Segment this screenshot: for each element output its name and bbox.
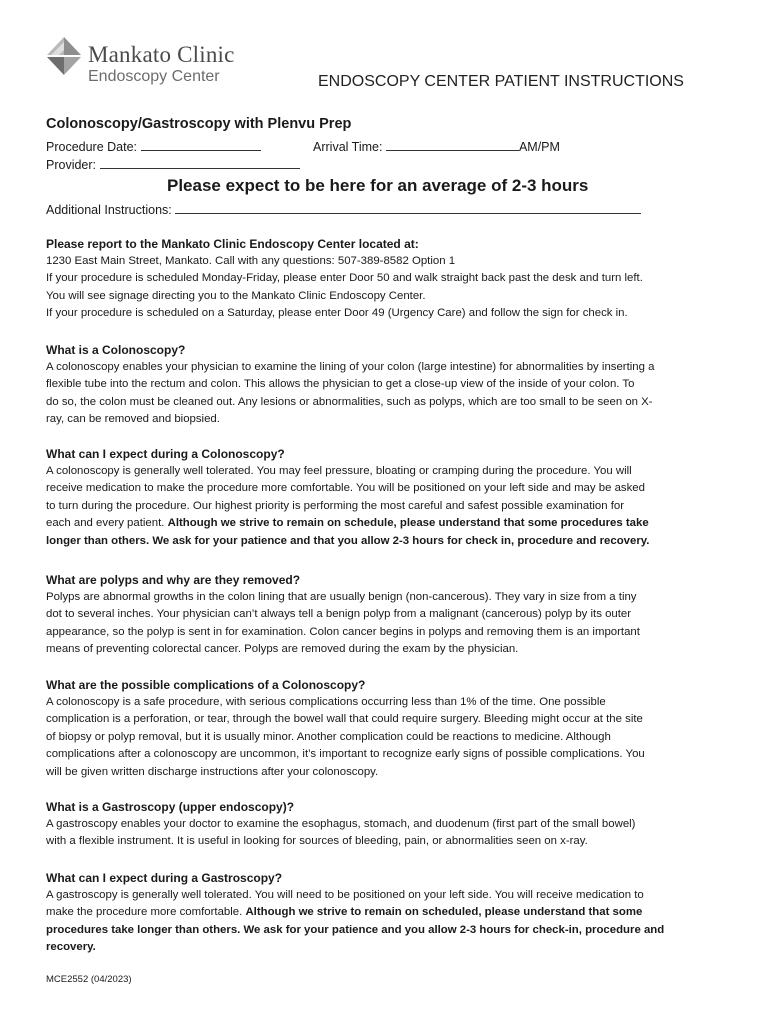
- body-text: flexible tube into the rectum and colon. This allows the physician to get a close-up view of the inside of your colon. To: [46, 378, 635, 391]
- body-text: of biopsy or polyp removal, but it is usually minor. Another complication could be reactions to medicine. Although: [46, 730, 611, 743]
- section-heading: What is a Gastroscopy (upper endoscopy)?: [46, 800, 295, 814]
- paragraph-line: [46, 533, 728, 550]
- diamond-arrow-logo-icon: [46, 36, 82, 76]
- bold-text: Although we strive to remain on scheduled, please understand that some: [245, 906, 643, 919]
- location-paragraph: [46, 253, 728, 323]
- paragraph-line: [46, 694, 728, 711]
- paragraph-line: [46, 376, 728, 393]
- paragraph-line: [46, 515, 728, 532]
- paragraph-line: [46, 606, 728, 623]
- body-text: with a flexible instrument. It is useful in looking for sources of bleeding, pain, or abnormalities seen on x-ray.: [46, 835, 588, 848]
- provider-field[interactable]: [100, 156, 300, 169]
- body-text: each and every patient.: [46, 517, 168, 530]
- body-text: complications after a colonoscopy are uncommon, it’s important to recognize early signs of possible complications. You: [46, 748, 645, 761]
- paragraph-line: [46, 624, 728, 641]
- logo-subtitle: Endoscopy Center: [88, 68, 220, 85]
- paragraph-line: [46, 394, 728, 411]
- section-paragraph: [46, 463, 728, 550]
- expect-banner: Please expect to be here for an average of 2-3 hours: [167, 176, 589, 195]
- body-text: ray, can be removed and biopsied.: [46, 413, 220, 426]
- paragraph-line: [46, 746, 728, 763]
- body-text: do so, the colon must be cleaned out. Any lesions or abnormalities, such as polyps, which are too small to be seen on X-: [46, 395, 653, 408]
- arrival-time-field[interactable]: [386, 138, 519, 151]
- location-line: If your procedure is scheduled on a Saturday, please enter Door 49 (Urgency Care) and follow the sign for check in.: [46, 307, 628, 320]
- provider-line: [46, 156, 300, 172]
- paragraph-line: [46, 498, 728, 515]
- section-paragraph: [46, 816, 728, 851]
- section-paragraph: [46, 694, 728, 781]
- additional-instructions-field[interactable]: [175, 201, 641, 214]
- arrival-time-line: [313, 138, 560, 154]
- body-text: appearance, so the polyp is sent in for examination. Colon cancer begins in polyps and removing them is an important: [46, 625, 640, 638]
- section-paragraph: [46, 589, 728, 659]
- document-title: ENDOSCOPY CENTER PATIENT INSTRUCTIONS: [318, 73, 684, 90]
- paragraph-line: [46, 359, 728, 376]
- procedure-date-field[interactable]: [141, 138, 261, 151]
- am-pm-label: AM/PM: [518, 140, 560, 154]
- bold-text: Although we strive to remain on schedule, please understand that some procedures take: [167, 517, 649, 530]
- paragraph-line: [46, 939, 728, 956]
- body-text: A colonoscopy enables your physician to examine the lining of your colon (large intestine) for abnormalities by inserting a: [46, 361, 655, 373]
- body-text: A gastroscopy enables your doctor to examine the esophagus, stomach, and duodenum (first part of the small bowel): [46, 818, 636, 830]
- location-line: You will see signage directing you to the Mankato Clinic Endoscopy Center.: [46, 289, 426, 302]
- paragraph-line: [46, 641, 728, 658]
- procedure-date-line: [46, 138, 261, 154]
- body-text: A colonoscopy is generally well tolerated. You may feel pressure, bloating or cramping during the procedure. You will: [46, 465, 632, 477]
- paragraph-line: [46, 764, 728, 781]
- arrival-time-label: Arrival Time:: [313, 140, 383, 154]
- body-text: dot to several inches. Your physician can’t always tell a benign polyp from a malignant (cancerous) polyp by its outer: [46, 608, 632, 621]
- paragraph-line: [46, 833, 728, 850]
- section-paragraph: [46, 359, 728, 429]
- body-text: receive medication to make the procedure more comfortable. You will be positioned on your left side and may be asked: [46, 482, 645, 495]
- clinic-logo: [46, 36, 246, 88]
- paragraph-line: [46, 463, 728, 480]
- provider-label: Provider:: [46, 158, 97, 172]
- prep-title: Colonoscopy/Gastroscopy with Plenvu Prep: [46, 116, 352, 132]
- procedure-date-label: Procedure Date:: [46, 140, 138, 154]
- body-text: complication is a perforation, or tear, through the bowel wall that could require surgery. Bleeding might occur at the site: [46, 713, 643, 726]
- bold-text: recovery.: [46, 941, 96, 954]
- section-heading: What is a Colonoscopy?: [46, 343, 186, 357]
- section-heading: What can I expect during a Colonoscopy?: [46, 447, 285, 461]
- paragraph-line: [46, 711, 728, 728]
- paragraph-line: [46, 729, 728, 746]
- location-heading: Please report to the Mankato Clinic Endoscopy Center located at:: [46, 237, 419, 251]
- bold-text: procedures take longer than others. We ask for your patience and you allow 2-3 hours for check-in, procedure and: [46, 923, 665, 936]
- location-line: If your procedure is scheduled Monday-Friday, please enter Door 50 and walk straight back past the desk and turn left.: [46, 272, 643, 285]
- additional-instructions-line: [46, 201, 641, 217]
- form-code: MCE2552 (04/2023): [46, 974, 132, 985]
- body-text: A gastroscopy is generally well tolerated. You will need to be positioned on your left side. You will receive medication to: [46, 889, 644, 901]
- paragraph-line: [46, 816, 728, 833]
- body-text: make the procedure more comfortable.: [46, 906, 246, 919]
- section-heading: What can I expect during a Gastroscopy?: [46, 871, 283, 885]
- paragraph-line: [46, 589, 728, 606]
- section-paragraph: [46, 887, 728, 957]
- body-text: will be given written discharge instructions after your colonoscopy.: [46, 765, 379, 778]
- paragraph-line: [46, 411, 728, 428]
- section-heading: What are polyps and why are they removed?: [46, 573, 301, 587]
- logo-name: Mankato Clinic: [88, 42, 235, 67]
- paragraph-line: [46, 922, 728, 939]
- body-text: A colonoscopy is a safe procedure, with serious complications occurring less than 1% of the time. One possible: [46, 696, 606, 708]
- location-line: 1230 East Main Street, Mankato. Call with any questions: 507-389-8582 Option 1: [46, 255, 456, 267]
- additional-instructions-label: Additional Instructions:: [46, 203, 172, 217]
- body-text: means of preventing colorectal cancer. Polyps are removed during the exam by the physician.: [46, 643, 519, 656]
- paragraph-line: [46, 480, 728, 497]
- section-heading: What are the possible complications of a Colonoscopy?: [46, 678, 366, 692]
- body-text: to turn during the procedure. Our highest priority is performing the most careful and safest possible examination for: [46, 499, 625, 512]
- body-text: Polyps are abnormal growths in the colon lining that are usually benign (non-cancerous). They vary in size from a tiny: [46, 591, 637, 603]
- bold-text: longer than others. We ask for your patience and that you allow 2-3 hours for check in, procedure and recovery.: [46, 534, 650, 547]
- paragraph-line: [46, 887, 728, 904]
- paragraph-line: [46, 904, 728, 921]
